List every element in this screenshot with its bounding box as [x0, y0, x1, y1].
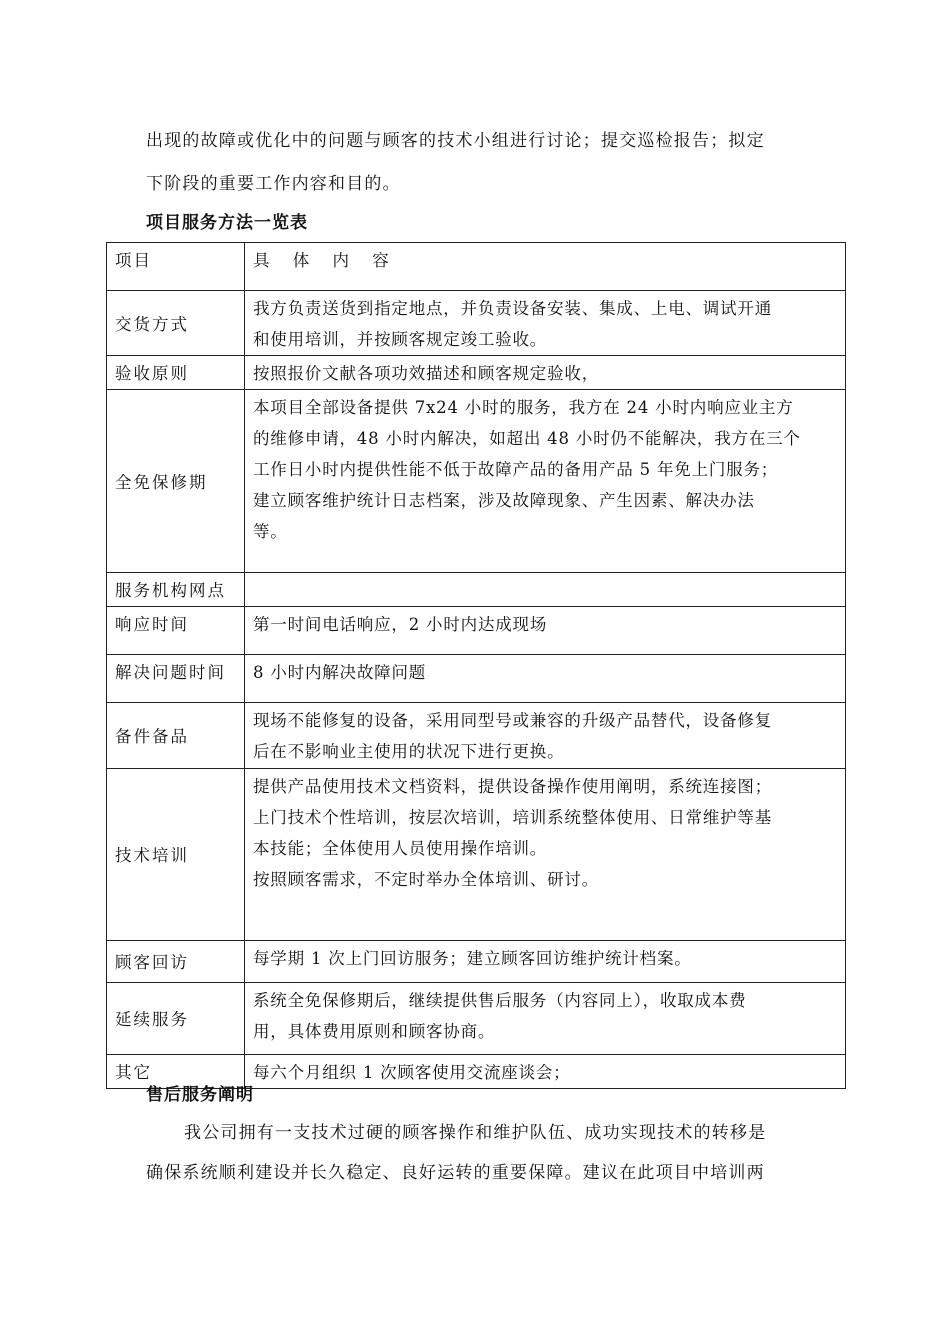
- row-label: 全免保修期: [115, 472, 208, 492]
- table-row: [107, 769, 846, 941]
- row-content-cell: [245, 356, 846, 390]
- intro-line-1: 出现的故障或优化中的问题与顾客的技术小组进行讨论；提交巡检报告；拟定: [146, 131, 765, 151]
- service-table: [106, 242, 846, 1089]
- after-sales-line-2: 确保系统顺利建设并长久稳定、良好运转的重要保障。建议在此项目中培训两: [146, 1163, 765, 1183]
- row-content-cell: [245, 703, 846, 769]
- row-content-line: 系统全免保修期后，继续提供售后服务（内容同上），收取成本费: [253, 991, 747, 1010]
- row-content-line: 8 小时内解决故障问题: [253, 663, 427, 682]
- row-label-cell: [107, 655, 245, 703]
- row-label: 其它: [115, 1063, 152, 1082]
- row-label-cell: [107, 390, 245, 573]
- header-content-cell: [245, 243, 846, 291]
- row-content-line: 后在不影响业主使用的状况下进行更换。: [253, 742, 565, 761]
- header-label: 项目: [115, 251, 152, 270]
- row-content-cell: [245, 607, 846, 655]
- table-header-row: [107, 243, 846, 291]
- row-content-line: 用，具体费用原则和顾客协商。: [253, 1022, 496, 1041]
- row-label: 延续服务: [115, 1010, 189, 1029]
- row-content-cell: [245, 291, 846, 356]
- row-label: 服务机构网点: [115, 581, 226, 600]
- row-label-cell: [107, 291, 245, 356]
- header-label-cell: [107, 243, 245, 291]
- table-row: [107, 941, 846, 983]
- row-content-line: 本项目全部设备提供 7x24 小时的服务，我方在 24 小时内响应业主方: [253, 398, 794, 417]
- row-content-cell: [245, 1055, 846, 1089]
- row-content-line: 工作日小时内提供性能不低于故障产品的备用产品 5 年免上门服务；: [253, 460, 779, 479]
- table-row: [107, 573, 846, 607]
- row-content-line: 按照顾客需求，不定时举办全体培训、研讨。: [253, 870, 599, 889]
- table-row: [107, 655, 846, 703]
- row-content-cell: [245, 390, 846, 573]
- table-row: [107, 703, 846, 769]
- row-content-cell: [245, 655, 846, 703]
- row-content-line: 提供产品使用技术文档资料，提供设备操作使用阐明，系统连接图；: [253, 777, 772, 796]
- row-label: 交货方式: [115, 314, 189, 334]
- row-label: 技术培训: [115, 846, 189, 865]
- row-label: 顾客回访: [115, 953, 189, 972]
- row-content-line: 每学期 1 次上门回访服务；建立顾客回访维护统计档案。: [253, 949, 692, 968]
- table-row: [107, 390, 846, 573]
- table-row: [107, 291, 846, 356]
- after-sales-line-1: 我公司拥有一支技术过硬的顾客操作和维护队伍、成功实现技术的转移是: [184, 1123, 767, 1143]
- row-label-cell: [107, 607, 245, 655]
- row-content-line: 每六个月组织 1 次顾客使用交流座谈会；: [253, 1063, 571, 1082]
- row-content-cell: [245, 769, 846, 941]
- row-content-line: 按照报价文献各项功效描述和顾客规定验收，: [253, 364, 599, 383]
- intro-line-2: 下阶段的重要工作内容和目的。: [146, 174, 401, 194]
- row-label: 响应时间: [115, 615, 189, 634]
- row-label-cell: [107, 769, 245, 941]
- row-content-cell: [245, 941, 846, 983]
- row-label-cell: [107, 983, 245, 1055]
- table-row: [107, 356, 846, 390]
- table-row: [107, 983, 846, 1055]
- row-label: 验收原则: [115, 364, 189, 383]
- row-content-cell: [245, 983, 846, 1055]
- row-label-cell: [107, 356, 245, 390]
- row-content-line: 建立顾客维护统计日志档案，涉及故障现象、产生因素、解决办法: [253, 491, 755, 510]
- row-content-line: 我方负责送货到指定地点，并负责设备安装、集成、上电、调试开通: [253, 299, 772, 318]
- table-row: [107, 607, 846, 655]
- row-content-cell: [245, 573, 846, 607]
- after-sales-title: 售后服务阐明: [146, 1085, 254, 1105]
- row-label-cell: [107, 573, 245, 607]
- row-content-line: 上门技术个性培训，按层次培训，培训系统整体使用、日常维护等基: [253, 808, 772, 827]
- row-content-line: 现场不能修复的设备，采用同型号或兼容的升级产品替代，设备修复: [253, 711, 772, 730]
- row-content-line: 等。: [253, 522, 288, 541]
- row-label-cell: [107, 941, 245, 983]
- row-label: 备件备品: [115, 727, 189, 746]
- row-content-line: 本技能；全体使用人员使用操作培训。: [253, 839, 548, 858]
- table-title: 项目服务方法一览表: [146, 213, 308, 233]
- row-label-cell: [107, 703, 245, 769]
- row-content-line: 的维修申请，48 小时内解决，如超出 48 小时仍不能解决，我方在三个: [253, 429, 801, 448]
- row-content-line: 第一时间电话响应，2 小时内达成现场: [253, 615, 548, 634]
- header-content: 具 体 内 容: [253, 251, 398, 270]
- row-content-line: 和使用培训，并按顾客规定竣工验收。: [253, 330, 548, 349]
- row-label: 解决问题时间: [115, 663, 226, 682]
